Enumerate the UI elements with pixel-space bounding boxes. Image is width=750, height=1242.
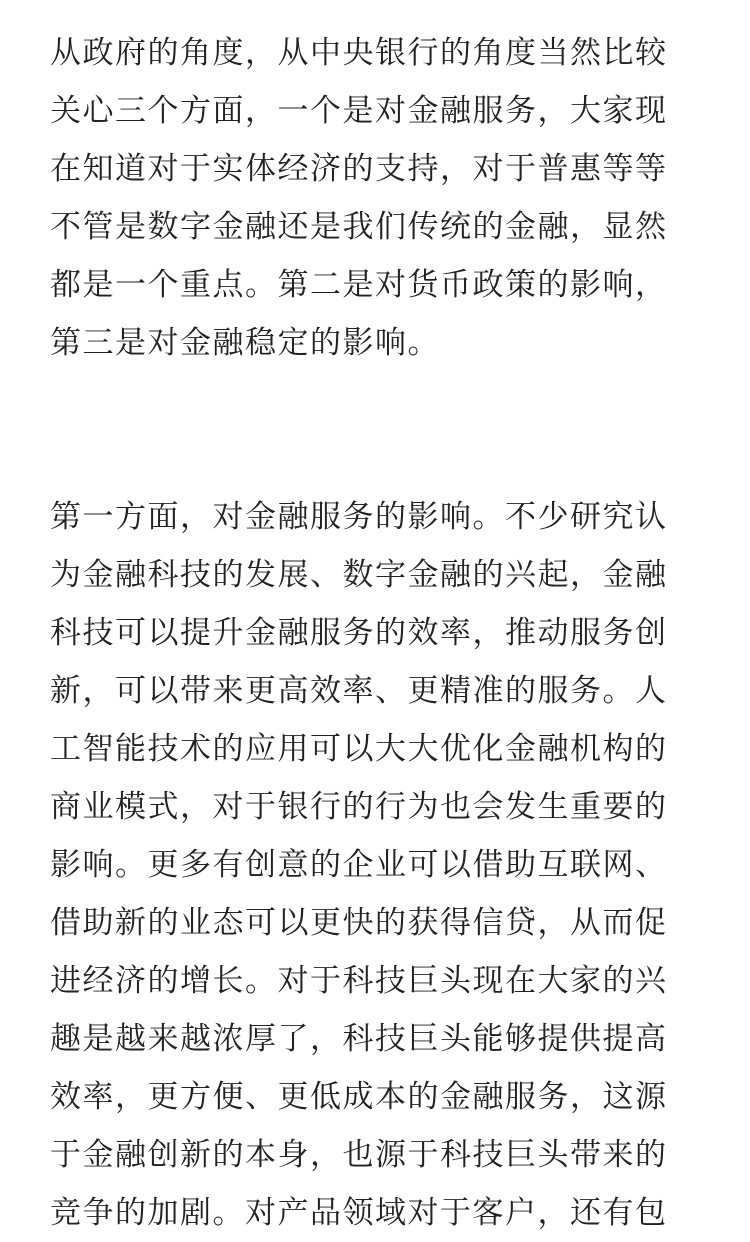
paragraph-line: 商业模式，对于银行的行为也会发生重要的	[50, 789, 668, 825]
paragraph-line: 影响。更多有创意的企业可以借助互联网、	[50, 847, 668, 883]
paragraph-line: 都是一个重点。第二是对货币政策的影响，	[50, 267, 668, 303]
paragraph-line: 于金融创新的本身，也源于科技巨头带来的	[50, 1137, 668, 1173]
paragraph-line: 工智能技术的应用可以大大优化金融机构的	[50, 731, 668, 767]
paragraph-line: 竞争的加剧。对产品领域对于客户，还有包	[50, 1195, 668, 1231]
paragraph-2	[50, 488, 704, 1242]
paragraph-line: 进经济的增长。对于科技巨头现在大家的兴	[50, 963, 668, 999]
paragraph-line: 不管是数字金融还是我们传统的金融，显然	[50, 209, 668, 245]
paragraph-spacer	[50, 372, 704, 488]
paragraph-line: 新，可以带来更高效率、更精准的服务。人	[50, 673, 668, 709]
article-body	[50, 24, 704, 1242]
paragraph-line: 科技可以提升金融服务的效率，推动服务创	[50, 615, 668, 651]
paragraph-line: 第三是对金融稳定的影响。	[50, 325, 440, 361]
paragraph-line: 第一方面，对金融服务的影响。不少研究认	[50, 499, 668, 535]
paragraph-line: 关心三个方面，一个是对金融服务，大家现	[50, 93, 668, 129]
paragraph-line: 趣是越来越浓厚了，科技巨头能够提供提高	[50, 1021, 668, 1057]
paragraph-line: 在知道对于实体经济的支持，对于普惠等等	[50, 151, 668, 187]
paragraph-line: 借助新的业态可以更快的获得信贷，从而促	[50, 905, 668, 941]
paragraph-line: 效率，更方便、更低成本的金融服务，这源	[50, 1079, 668, 1115]
paragraph-line: 从政府的角度，从中央银行的角度当然比较	[50, 35, 668, 71]
paragraph-1	[50, 24, 704, 372]
paragraph-line: 为金融科技的发展、数字金融的兴起，金融	[50, 557, 668, 593]
